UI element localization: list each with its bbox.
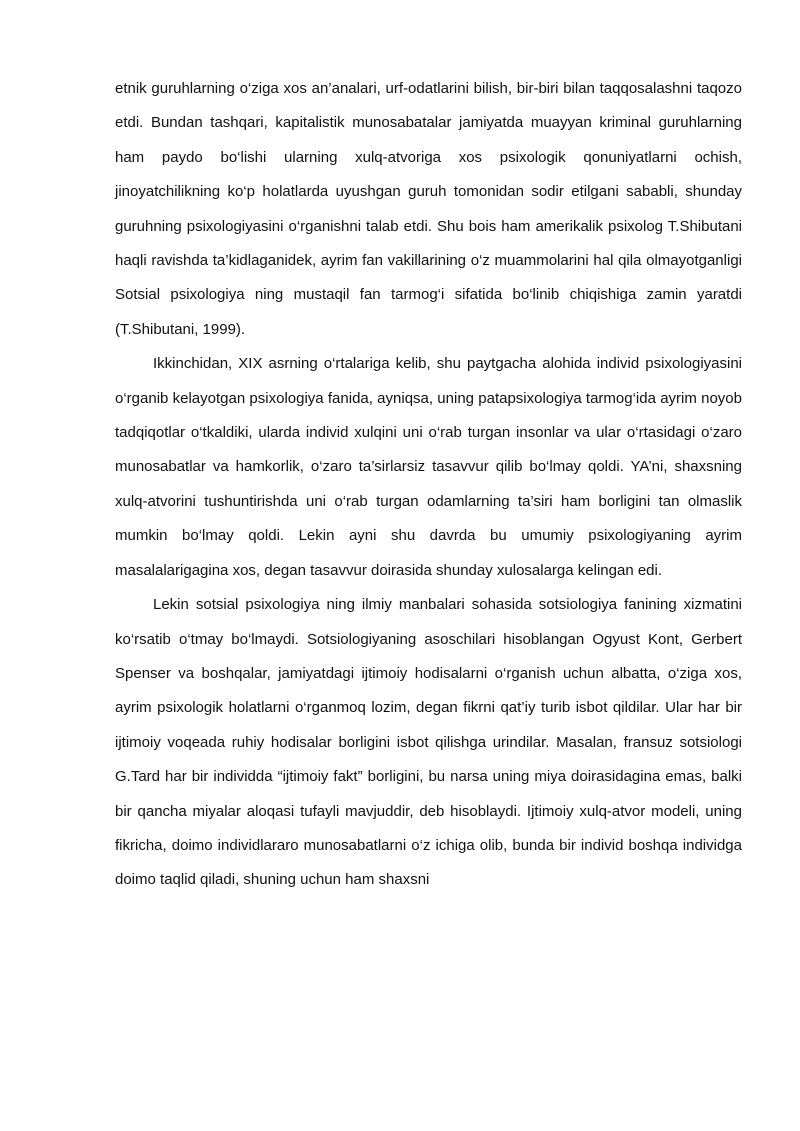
paragraph-1: etnik guruhlarning o‘ziga xos an’analari, urf-odatlarini bilish, bir-biri bilan taqqosalashni taqozo etdi. Bundan tashqari, kapitalistik munosabatalar jamiyatda muayyan kriminal guruhlarning ham paydo bo‘lishi ularning xulq-atvoriga xos psixologik qonuniyatlarni ochish, jinoyatchilikning ko‘p holatlarda uyushgan guruh tomonidan sodir etilgani sababli, shunday guruhning psixologiyasini o‘rganishni talab etdi. Shu bois ham amerikalik psixolog T.Shibutani haqli ravishda ta’kidlaganidek, ayrim fan vakillarining o‘z muammolarini hal qila olmayotganligi Sotsial psixologiya ning mustaqil fan tarmog‘i sifatida bo‘linib chiqishiga zamin yaratdi (T.Shibutani, 1999). [115, 80, 742, 338]
paragraph-3: Lekin sotsial psixologiya ning ilmiy manbalari sohasida sotsiologiya fanining xizmatini ko‘rsatib o‘tmay bo‘lmaydi. Sotsiologiyaning asoschilari hisoblangan Ogyust Kont, Gerbert Spenser va boshqalar, jamiyatdagi ijtimoiy hodisalarni o‘rganish uchun albatta, o‘ziga xos, ayrim psixologik holatlarni o‘rganmoq lozim, degan fikrni qat’iy turib isbot qildilar. Ular har bir ijtimoiy voqeada ruhiy hodisalar borligini isbot qilishga urindilar. Masalan, fransuz sotsiologi G.Tard har bir individda “ijtimoiy fakt” borligini, bu narsa uning miya doirasidagina emas, balki bir qancha miyalar aloqasi tufayli mavjuddir, deb hisoblaydi. Ijtimoiy xulq-atvor modeli, uning fikricha, doimo individlararo munosabatlarni o‘z ichiga olib, bunda bir individ boshqa individga doimo taqlid qiladi, shuning uchun ham shaxsni [115, 596, 742, 889]
paragraph-2: Ikkinchidan, XIX asrning o‘rtalariga kelib, shu paytgacha alohida individ psixologiyasini o‘rganib kelayotgan psixologiya fanida, ayniqsa, uning patapsixologiya tarmog‘ida ayrim noyob tadqiqotlar o‘tkaldiki, ularda individ xulqini uni o‘rab turgan insonlar va ular o‘rtasidagi o‘zaro munosabatlar va hamkorlik, o‘zaro ta’sirlarsiz tasavvur qilib bo‘lmay qoldi. YA’ni, shaxsning xulq-atvorini tushuntirishda uni o‘rab turgan odamlarning ta’siri ham borligini tan olmaslik mumkin bo‘lmay qoldi. Lekin ayni shu davrda bu umumiy psixologiyaning ayrim masalalarigagina xos, degan tasavvur doirasida shunday xulosalarga kelingan edi. [115, 355, 742, 579]
document-page [115, 72, 742, 898]
